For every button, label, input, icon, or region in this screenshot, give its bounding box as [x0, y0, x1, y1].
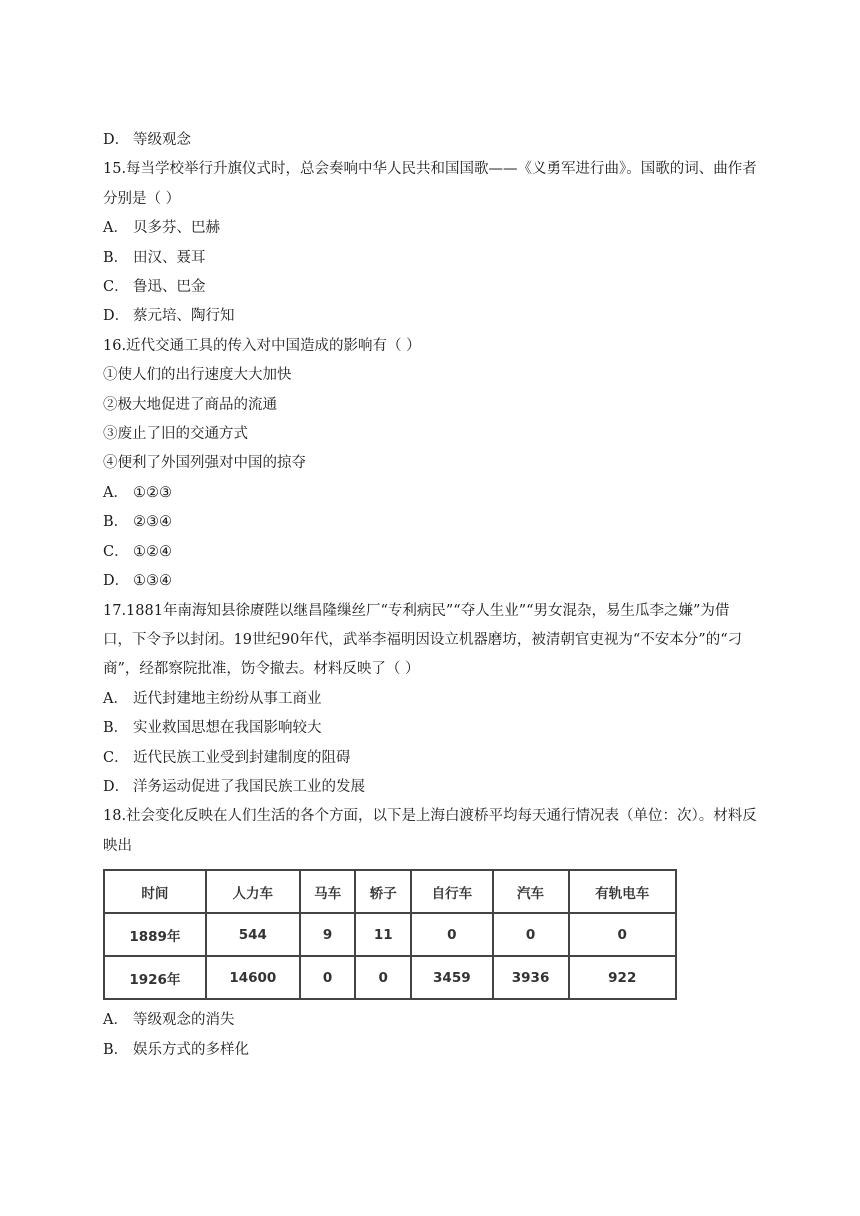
- option-text: ①②④: [133, 543, 172, 560]
- option-letter: B．: [103, 720, 129, 737]
- option-text: 实业救国思想在我国影响较大: [133, 720, 322, 737]
- option-letter: D．: [103, 308, 130, 325]
- option-text: 鲁迅、巴金: [133, 279, 206, 296]
- table-cell: 0: [411, 913, 493, 956]
- table-header-cell: 自行车: [411, 870, 493, 913]
- table-cell: 544: [206, 913, 300, 956]
- option-letter: C．: [103, 543, 129, 560]
- table-header-row: [104, 870, 676, 913]
- q14-option-d: [103, 126, 758, 155]
- q15-option-d: [103, 302, 758, 331]
- q16-stem: 16.近代交通工具的传入对中国造成的影响有（ ）: [103, 337, 421, 354]
- question-content: [103, 126, 758, 1065]
- traffic-table: [103, 869, 677, 1000]
- q17-stem: 17.1881年南海知县徐赓陛以继昌隆缫丝厂“专利病民”“夺人生业”“男女混杂，易生瓜李之嫌”为借口，下令予以封闭。19世纪90年代，武举李福明因设立机器磨坊，被清朝官吏视为“不安本分”的“刁商”，经都察院批准，饬令撤去。材料反映了（ ）: [103, 602, 743, 678]
- option-letter: D．: [103, 573, 130, 590]
- q16-option-d: [103, 567, 758, 596]
- table-header-cell: 汽车: [493, 870, 569, 913]
- table-cell: 9: [300, 913, 356, 956]
- option-letter: D．: [103, 132, 130, 148]
- option-letter: A．: [103, 1012, 128, 1029]
- option-text: ①③④: [133, 573, 172, 590]
- table-cell: 922: [569, 956, 676, 999]
- option-letter: C．: [103, 279, 129, 296]
- option-letter: A．: [103, 220, 128, 237]
- q15-option-b: [103, 244, 758, 273]
- option-text: 田汉、聂耳: [133, 249, 206, 266]
- table-cell: 0: [300, 956, 356, 999]
- option-text: 等级观念的消失: [133, 1012, 235, 1029]
- q18-option-b: [103, 1036, 758, 1065]
- table-cell: 14600: [206, 956, 300, 999]
- q16-option-b: [103, 508, 758, 537]
- q15-option-c: [103, 273, 758, 302]
- table-cell: 0: [355, 956, 411, 999]
- option-letter: C．: [103, 749, 129, 766]
- option-text: ①②③: [133, 484, 172, 501]
- table-cell: 0: [569, 913, 676, 956]
- option-letter: A．: [103, 690, 128, 707]
- option-letter: B．: [103, 249, 129, 266]
- option-text: 等级观念: [133, 132, 191, 148]
- q16-statement-1: ①使人们的出行速度大大加快: [103, 367, 292, 384]
- table-header-cell: 有轨电车: [569, 870, 676, 913]
- q15-stem: 15.每当学校举行升旗仪式时，总会奏响中华人民共和国国歌——《义勇军进行曲》。国歌的词、曲作者分别是（ ）: [103, 161, 757, 207]
- q17-option-a: [103, 685, 758, 714]
- option-text: 近代封建地主纷纷从事工商业: [133, 690, 322, 707]
- option-text: 贝多芬、巴赫: [133, 220, 220, 237]
- q16-statement-2: ②极大地促进了商品的流通: [103, 396, 277, 413]
- table-header-cell: 轿子: [355, 870, 411, 913]
- table-header-cell: 时间: [104, 870, 206, 913]
- option-text: 洋务运动促进了我国民族工业的发展: [133, 778, 365, 795]
- table-row: [104, 956, 676, 999]
- q16-option-a: [103, 479, 758, 508]
- option-text: ②③④: [133, 514, 172, 531]
- table-row: [104, 913, 676, 956]
- option-letter: B．: [103, 1041, 129, 1058]
- table-header-cell: 马车: [300, 870, 356, 913]
- option-letter: A．: [103, 484, 128, 501]
- table-header-cell: 人力车: [206, 870, 300, 913]
- q17-option-c: [103, 744, 758, 773]
- q15-option-a: [103, 214, 758, 243]
- table-cell: 3459: [411, 956, 493, 999]
- q17-option-b: [103, 714, 758, 743]
- table-cell: 0: [493, 913, 569, 956]
- table-cell: 1926年: [104, 956, 206, 999]
- option-letter: D．: [103, 778, 130, 795]
- q16-option-c: [103, 538, 758, 567]
- option-text: 娱乐方式的多样化: [133, 1041, 249, 1058]
- q17-option-d: [103, 773, 758, 802]
- q18-stem: 18.社会变化反映在人们生活的各个方面，以下是上海白渡桥平均每天通行情况表（单位：次）。材料反映出: [103, 808, 757, 854]
- table-cell: 11: [355, 913, 411, 956]
- option-text: 近代民族工业受到封建制度的阻碍: [133, 749, 351, 766]
- option-text: 蔡元培、陶行知: [133, 308, 235, 325]
- q16-statement-4: ④便利了外国列强对中国的掠夺: [103, 455, 306, 472]
- table-cell: 3936: [493, 956, 569, 999]
- table-cell: 1889年: [104, 913, 206, 956]
- option-letter: B．: [103, 514, 129, 531]
- q16-statement-3: ③废止了旧的交通方式: [103, 426, 248, 443]
- q18-option-a: [103, 1006, 758, 1035]
